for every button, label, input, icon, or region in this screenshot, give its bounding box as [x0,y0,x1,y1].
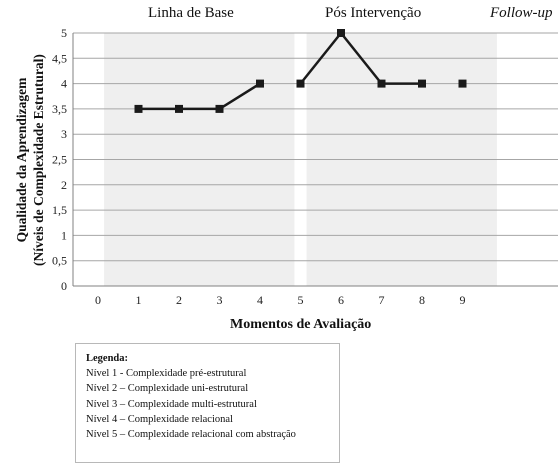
y-tick-label: 4,5 [52,51,67,66]
y-tick-label: 5 [61,26,67,40]
x-tick-label: 7 [378,293,385,307]
phase-label-post-intervention: Pós Intervenção [325,5,422,21]
legend-item-level-2: Nível 2 – Complexidade uni-estrutural [86,383,249,395]
y-tick-label: 0 [61,279,67,293]
legend-box [75,343,340,463]
data-point [256,80,264,88]
y-tick-label: 1,5 [52,203,67,218]
legend-title: Legenda: [86,353,128,364]
y-tick-label: 4 [61,76,67,91]
data-point [337,29,345,37]
legend-item-level-4: Nível 4 – Complexidade relacional [86,413,233,425]
data-point [378,80,386,88]
x-tick-label: 4 [257,293,263,307]
y-tick-label: 3 [61,127,67,142]
y-axis-label [13,54,47,266]
data-point [135,105,143,113]
data-point [216,105,224,113]
x-tick-label: 6 [338,293,344,307]
x-tick-label: 9 [459,293,466,307]
x-tick-label: 0 [95,293,101,307]
x-tick-label: 2 [176,293,182,307]
x-tick-label: 8 [419,293,425,307]
data-point [459,80,467,88]
phase-label-baseline: Linha de Base [148,5,234,21]
data-point [418,80,426,88]
legend-item-level-1: Nível 1 - Complexidade pré-estrutural [86,368,247,380]
data-point [175,105,183,113]
y-tick-label: 2,5 [52,152,67,167]
x-tick-label: 3 [216,293,223,307]
y-tick-label: 0,5 [52,253,67,268]
phase-label-follow-up: Follow-up [490,5,553,21]
legend-item-level-3: Nível 3 – Complexidade multi-estrutural [86,398,257,410]
x-tick-label: 5 [297,293,304,307]
legend-item-level-5: Nível 5 – Complexidade relacional com abstração [86,429,296,441]
y-tick-label: 3,5 [52,101,67,116]
y-axis-label-line1: Qualidade da Aprendizagem [14,77,29,243]
data-point [297,80,305,88]
y-axis-label-line2: (Níveis de Complexidade Estrutural) [31,54,46,266]
y-tick-label: 2 [61,177,67,192]
y-tick-label: 1 [61,228,67,243]
x-axis-label: Momentos de Avaliação [230,317,372,332]
x-tick-label: 1 [135,293,142,307]
